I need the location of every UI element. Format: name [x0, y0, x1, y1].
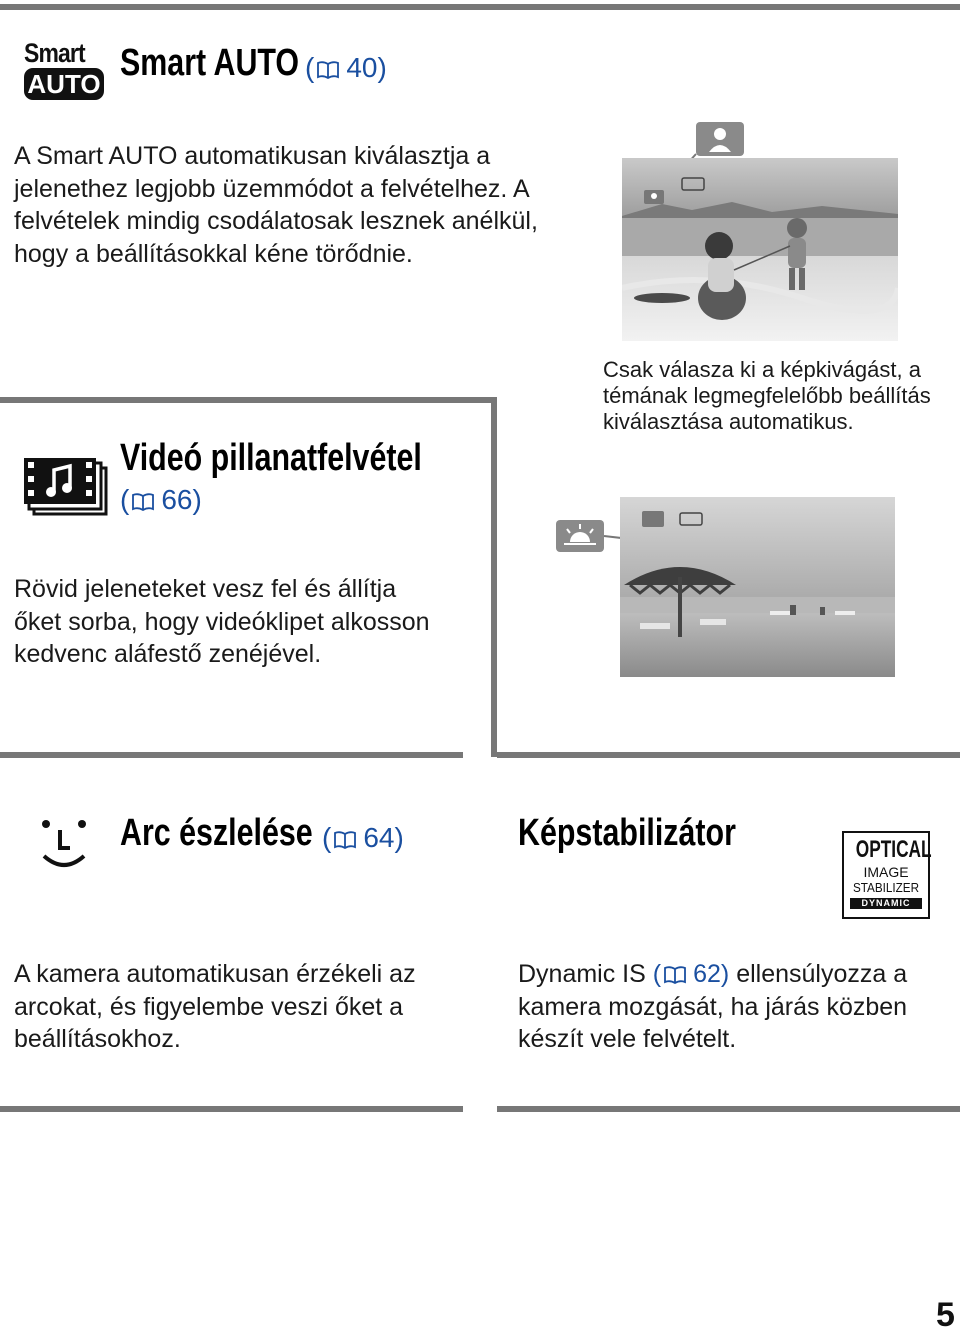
book-icon: [663, 966, 687, 984]
video-snapshot-icon: [24, 456, 108, 518]
smart-auto-icon-top: Smart: [24, 38, 85, 68]
bottom-rule-left: [0, 1106, 463, 1112]
stabilizer-title: Képstabilizátor: [518, 812, 736, 854]
top-rule: [0, 4, 960, 10]
book-icon: [333, 831, 357, 849]
smart-auto-title: Smart AUTO: [120, 42, 300, 84]
face-detection-ref-page: 64: [363, 822, 395, 853]
optical-stabilizer-badge: [842, 831, 930, 919]
smart-auto-ref: ( 40): [305, 52, 387, 83]
face-detection-title: Arc észlelése: [120, 812, 313, 854]
stabilizer-ref-page: 62: [693, 960, 721, 988]
video-snapshot-heading: [120, 437, 497, 485]
video-snapshot-ref-page: 66: [161, 484, 193, 515]
bottom-rule-right: [497, 1106, 960, 1112]
badge-line-2: IMAGE: [863, 864, 909, 880]
book-icon: [131, 493, 155, 511]
stabilizer-description: [518, 958, 948, 1056]
book-icon: [316, 61, 340, 79]
badge-line-1: OPTICAL: [855, 836, 932, 863]
beach-kids-photo: [622, 158, 898, 341]
face-detection-ref: ( 64): [322, 822, 404, 853]
video-box-top-rule: [0, 397, 497, 403]
lower-rule-right: [497, 752, 960, 758]
smart-auto-icon: [24, 40, 106, 102]
page-number: 5: [936, 1296, 955, 1334]
beach-umbrella-photo: [620, 497, 895, 677]
sunset-scene-icon: [556, 520, 604, 552]
stabilizer-heading: [518, 812, 790, 860]
lower-rule-left: [0, 752, 463, 758]
video-snapshot-title: Videó pillanatfelvétel: [120, 437, 422, 479]
smart-auto-icon-bottom: AUTO: [24, 68, 104, 100]
stabilizer-ref: ( 62): [652, 960, 730, 988]
smart-auto-description: A Smart AUTO automatikusan kiválasztja a jelenethez legjobb üzemmódot a felvételhez. A felvételek mindig csodálatosak lesznek anélkül, hogy a beállításokkal kéne törődnie.: [14, 142, 538, 268]
stabilizer-text-after: ellensúlyozza a kamera mozgását, ha járás közben készít vele felvételt.: [518, 960, 908, 1053]
stabilizer-text-before: Dynamic IS: [518, 960, 646, 988]
face-detection-description: A kamera automatikusan érzékeli az arcokat, és figyelembe veszi őket a beállításokhoz.: [14, 960, 416, 1053]
face-detection-icon: [40, 818, 88, 870]
video-snapshot-ref: ( 66): [120, 484, 202, 515]
smart-auto-caption: Csak válasza ki a képkivágást, a témának legmegfelelőbb beállítás kiválasztása automatikus.: [603, 357, 931, 434]
smart-auto-ref-page: 40: [346, 52, 378, 83]
badge-line-4: DYNAMIC: [850, 898, 922, 909]
badge-line-3: STABILIZER: [852, 880, 920, 895]
video-snapshot-description: Rövid jeleneteket vesz fel és állítja őket sorba, hogy videóklipet alkosson kedvenc aláfestő zenéjével.: [14, 575, 430, 668]
